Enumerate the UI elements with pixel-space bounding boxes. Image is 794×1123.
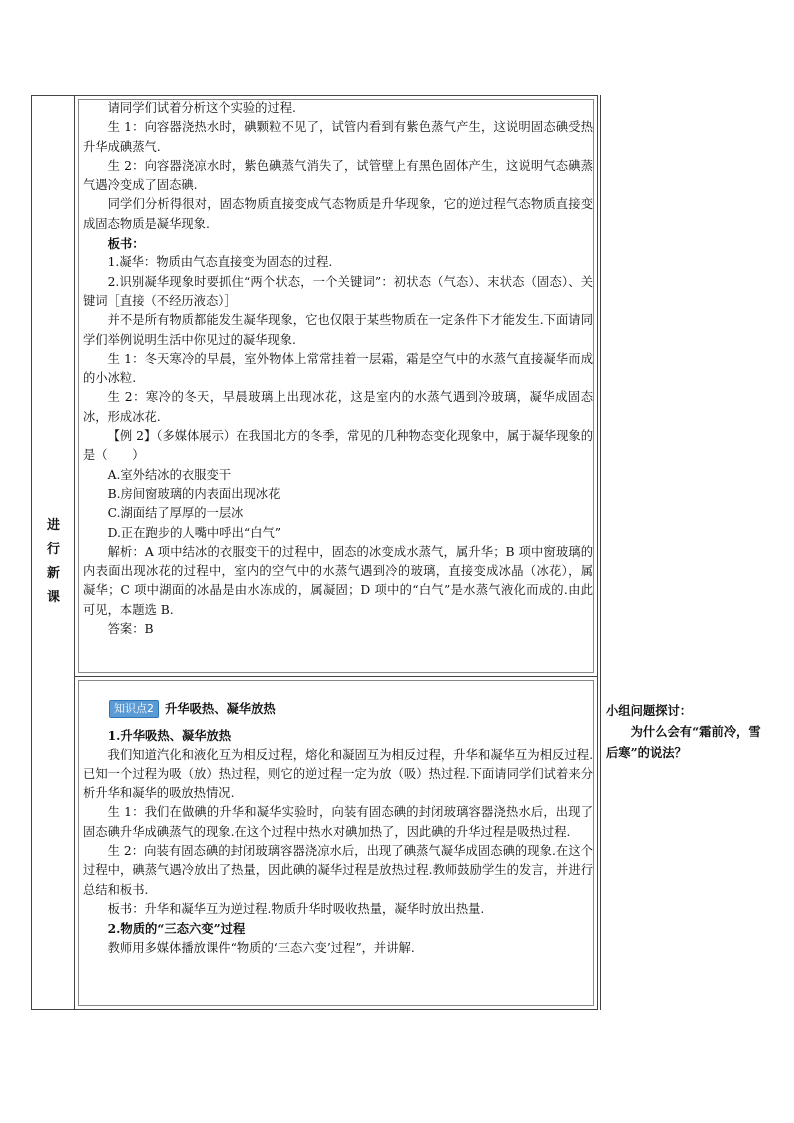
paragraph: C.湖面结了厚厚的一层冰 bbox=[107, 506, 244, 521]
paragraph: B.房间窗玻璃的内表面出现冰花 bbox=[107, 486, 281, 501]
content-cell-heat bbox=[75, 676, 597, 1009]
knowledge-point-title: 升华吸热、凝华放热 bbox=[165, 701, 276, 716]
paragraph: 生 2：向容器浇凉水时，紫色碘蒸气消失了，试管壁上有黑色固体产生，这说明气态碘蒸气遇冷变成了固态碘. bbox=[83, 158, 593, 193]
notes-column-border bbox=[600, 95, 602, 1010]
stage-char: 行 bbox=[46, 542, 60, 557]
paragraph: 生 1：我们在做碘的升华和凝华实验时，向装有固态碘的封闭玻璃容器浇热水后，出现了固态碘升华成碘蒸气的现象.在这个过程中热水对碘加热了，因此碘的升华过程是吸热过程. bbox=[83, 805, 593, 839]
paragraph: 并不是所有物质都能发生凝华现象，它也仅限于某些物质在一定条件下才能发生.下面请同学们举例说明生活中你见过的凝华现象. bbox=[83, 313, 593, 347]
knowledge-point-header bbox=[109, 699, 593, 718]
paragraph: D.正在跑步的人嘴中呼出“白气” bbox=[107, 525, 282, 540]
paragraph: 2.识别凝华现象时要抓住“两个状态，一个关键词”：初状态（气态）、末状态（固态）、关键词［直接（不经历液态）］ bbox=[83, 274, 593, 308]
side-note-question: 为什么会有“霜前冷，雪后寒”的说法？ bbox=[606, 724, 761, 760]
knowledge-point-badge: 知识点2 bbox=[109, 700, 159, 718]
paragraph: 请同学们试着分析这个实验的过程. bbox=[107, 101, 296, 115]
paragraph: 生 2：寒冷的冬天，早晨玻璃上出现冰花，这是室内的水蒸气遇到冷玻璃，凝华成固态冰，形成冰花. bbox=[83, 390, 593, 424]
paragraph: 同学们分析得很对，固态物质直接变成气态物质是升华现象，它的逆过程气态物质直接变成固态物质是凝华现象. bbox=[83, 197, 593, 231]
side-note bbox=[606, 700, 766, 763]
paragraph: 1.升华吸热、凝华放热 bbox=[107, 728, 232, 744]
paragraph: 1.凝华：物质由气态直接变为固态的过程. bbox=[107, 255, 333, 270]
paragraph: 【例 2】（多媒体展示）在我国北方的冬季，常见的几种物态变化现象中，属于凝华现象的是（ ） bbox=[83, 429, 593, 463]
paragraph: 生 1：向容器浇热水时，碘颗粒不见了，试管内看到有紫色蒸气产生，这说明固态碘受热升华成碘蒸气. bbox=[83, 120, 593, 154]
paragraph: 答案：B bbox=[107, 622, 154, 637]
paragraph: 教师用多媒体播放课件“物质的‘三态六变’过程”，并讲解. bbox=[107, 940, 415, 955]
paragraph: 板书： bbox=[107, 236, 145, 252]
stage-char: 课 bbox=[46, 590, 60, 605]
lesson-table bbox=[31, 95, 598, 1010]
paragraph: 解析：A 项中结冰的衣服变干的过程中，固态的冰变成水蒸气，属升华；B 项中窗玻璃的内表面出现冰花的过程中，室内的空气中的水蒸气遇到冷的玻璃，直接变成冰晶（冰花），属凝华；C 项中湖面的冰晶是由水冻成的，属凝固；D 项中的“白气”是水蒸气液化而成的.由此可见，本题选 B. bbox=[83, 544, 593, 617]
stage-column bbox=[32, 96, 75, 1009]
paragraph: 生 2：向装有固态碘的封闭玻璃容器浇凉水后，出现了碘蒸气凝华成固态碘的现象.在这个过程中，碘蒸气遇冷放出了热量，因此碘的凝华过程是放热过程.教师鼓励学生的发言，并进行总结和板书. bbox=[83, 844, 593, 897]
paragraph: 生 1：冬天寒冷的早晨，室外物体上常常挂着一层霜，霜是空气中的水蒸气直接凝华而成的小冰粒. bbox=[83, 351, 593, 386]
paragraph: 我们知道汽化和液化互为相反过程，熔化和凝固互为相反过程，升华和凝华互为相反过程.已知一个过程为吸（放）热过程，则它的逆过程一定为放（吸）热过程.下面请同学们试着来分析升华和凝华的吸放热情况. bbox=[83, 747, 593, 801]
side-note-title: 小组问题探讨： bbox=[606, 703, 693, 718]
stage-char: 新 bbox=[46, 566, 60, 581]
content-cell-deposition bbox=[75, 96, 597, 676]
paragraph: 2.物质的“三态六变”过程 bbox=[107, 921, 246, 937]
stage-label bbox=[32, 514, 75, 610]
paragraph: A.室外结冰的衣服变干 bbox=[107, 467, 232, 482]
paragraph: 板书：升华和凝华互为逆过程.物质升华时吸收热量，凝华时放出热量. bbox=[107, 901, 485, 916]
stage-char: 进 bbox=[46, 518, 60, 533]
